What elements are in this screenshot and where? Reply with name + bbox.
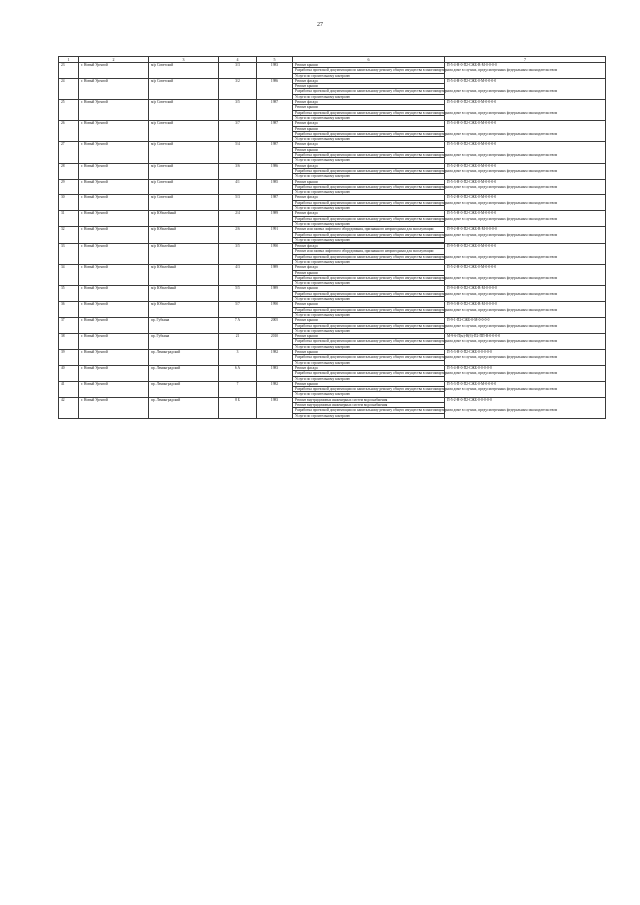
code-cell: П-5-3-Н-0-П2-СЖБ-0-0-0-0-0 [445, 350, 606, 366]
house-cell: 3/5 [219, 100, 257, 121]
work-item: Услуги по строительному контролю [293, 376, 445, 381]
work-item: Ремонт фасада [293, 100, 445, 105]
year-cell: 1989 [257, 286, 293, 302]
house-cell: 3/5 [219, 244, 257, 265]
row-number: 33 [59, 244, 79, 265]
row-number: 36 [59, 302, 79, 318]
street-cell: пр. Ленинградский [149, 350, 219, 366]
year-cell: 1987 [257, 195, 293, 211]
city-cell: г. Новый Уренгой [79, 163, 149, 179]
row-number: 28 [59, 163, 79, 179]
code-cell: П-5-5-Н-0-П2-СЖБ-0-М-0-0-0-0 [445, 211, 606, 227]
house-cell: 7 А [219, 318, 257, 334]
code-cell: П-5-3-Н-0-П2-СЖБ-0-М-0-0-0-0 [445, 142, 606, 163]
col-header-2: 2 [79, 57, 149, 63]
row-number: 27 [59, 142, 79, 163]
house-cell: 4/1 [219, 179, 257, 195]
work-item: Ремонт фасада [293, 265, 445, 270]
work-item: Ремонт фасада [293, 244, 445, 249]
street-cell: пр. Ленинградский [149, 365, 219, 381]
work-item: Ремонт фасада [293, 163, 445, 168]
street-cell: м/р Советский [149, 78, 219, 99]
house-cell: 3/3 [219, 63, 257, 79]
year-cell: 1985 [257, 179, 293, 195]
city-cell: г. Новый Уренгой [79, 100, 149, 121]
work-item: Услуги по строительному контролю [293, 259, 445, 264]
code-cell: П-9-4-Н-0-П2-СЖБ-В-М-0-0-0-0 [445, 286, 606, 302]
row-number: 26 [59, 121, 79, 142]
work-item: Ремонт внутридомовых инженерных систем водоснабжения [293, 397, 445, 402]
street-cell: м/р Советский [149, 121, 219, 142]
code-cell: М-9-6-П(м)-Н(б)-П2-ПП-В-0-0-0-0 [445, 334, 606, 350]
work-item: Разработка проектной документации по капитальному ремонту общего имущества в многоквартирном доме в случаях, предусмотренных федеральным законодательством [293, 387, 445, 392]
work-item: Разработка проектной документации по капитальному ремонту общего имущества в многоквартирном доме в случаях, предусмотренных федеральным законодательством [293, 131, 445, 136]
house-cell: 6 А [219, 365, 257, 381]
work-item: Ремонт крыши [293, 318, 445, 323]
year-cell: 1983 [257, 397, 293, 418]
code-cell: П-5-3-П-0-П2-СЖБ-0-М-0-0-0-0 [445, 381, 606, 397]
work-item: Разработка проектной документации по капитальному ремонту общего имущества в многоквартирном доме в случаях, предусмотренных федеральным законодательством [293, 89, 445, 94]
city-cell: г. Новый Уренгой [79, 195, 149, 211]
work-item: Услуги по строительному контролю [293, 137, 445, 142]
col-header-1: 1 [59, 57, 79, 63]
year-cell: 1986 [257, 163, 293, 179]
street-cell: м/р Советский [149, 63, 219, 79]
code-cell: П-5-4-Н-0-П2-СЖБ-0-0-0-0-0 [445, 365, 606, 381]
work-item: Ремонт крыши [293, 147, 445, 152]
row-number: 38 [59, 334, 79, 350]
city-cell: г. Новый Уренгой [79, 227, 149, 244]
year-cell: 1983 [257, 63, 293, 79]
work-item: Ремонт фасада [293, 195, 445, 200]
work-item: Ремонт крыши [293, 105, 445, 110]
house-cell: 5/3 [219, 195, 257, 211]
work-item: Ремонт крыши [293, 302, 445, 307]
year-cell: 2010 [257, 334, 293, 350]
work-item: Услуги по строительному контролю [293, 115, 445, 120]
house-cell: 2/6 [219, 227, 257, 244]
year-cell: 1989 [257, 265, 293, 286]
col-header-6: 6 [293, 57, 445, 63]
street-cell: м/р Юбилейный [149, 286, 219, 302]
code-cell: П-5-2-Н-0-П2-СЖБ-0-0-0-0-0 [445, 397, 606, 418]
work-item: Ремонт крыши [293, 63, 445, 68]
work-item: Ремонт фасада [293, 78, 445, 83]
col-header-7: 7 [445, 57, 606, 63]
house-cell: 5/5 [219, 286, 257, 302]
house-cell: 4/3 [219, 265, 257, 286]
work-item: Разработка проектной документации по капитальному ремонту общего имущества в многоквартирном доме в случаях, предусмотренных федеральным законодательством [293, 153, 445, 158]
work-item: Услуги по строительному контролю [293, 206, 445, 211]
year-cell: 1990 [257, 302, 293, 318]
work-item: Услуги по строительному контролю [293, 281, 445, 286]
house-cell: 3/6 [219, 163, 257, 179]
work-item: Ремонт фасада [293, 121, 445, 126]
street-cell: м/р Советский [149, 179, 219, 195]
street-cell: пр. Губкина [149, 318, 219, 334]
row-number: 37 [59, 318, 79, 334]
city-cell: г. Новый Уренгой [79, 63, 149, 79]
city-cell: г. Новый Уренгой [79, 397, 149, 418]
city-cell: г. Новый Уренгой [79, 265, 149, 286]
city-cell: г. Новый Уренгой [79, 179, 149, 195]
year-cell: 1983 [257, 365, 293, 381]
city-cell: г. Новый Уренгой [79, 334, 149, 350]
work-item: Ремонт крыши [293, 126, 445, 131]
work-item: Услуги по строительному контролю [293, 392, 445, 397]
street-cell: м/р Юбилейный [149, 244, 219, 265]
work-item: Разработка проектной документации по капитальному ремонту общего имущества в многоквартирном доме в случаях, предусмотренных федеральным законодательством [293, 339, 445, 344]
city-cell: г. Новый Уренгой [79, 121, 149, 142]
row-number: 39 [59, 350, 79, 366]
work-item: Услуги по строительному контролю [293, 221, 445, 226]
work-item: Услуги по строительному контролю [293, 344, 445, 349]
city-cell: г. Новый Уренгой [79, 365, 149, 381]
row-number: 41 [59, 381, 79, 397]
work-item: Ремонт или замена лифтового оборудования, признанного непригодным для эксплуатации [293, 227, 445, 232]
row-number: 24 [59, 78, 79, 99]
year-cell: 1989 [257, 211, 293, 227]
work-item: Ремонт крыши [293, 350, 445, 355]
year-cell: 1986 [257, 78, 293, 99]
work-item: Услуги по строительному контролю [293, 413, 445, 418]
work-item: Разработка проектной документации по капитальному ремонту общего имущества в многоквартирном доме в случаях, предусмотренных федеральным законодательством [293, 291, 445, 296]
street-cell: м/р Юбилейный [149, 265, 219, 286]
code-cell: П-5-3-Н-0-П2-СЖБ-0-М-0-0-0-0 [445, 179, 606, 195]
row-number: 30 [59, 195, 79, 211]
row-number: 31 [59, 211, 79, 227]
row-number: 32 [59, 227, 79, 244]
street-cell: пр. Губкина [149, 334, 219, 350]
row-number: 42 [59, 397, 79, 418]
street-cell: м/р Советский [149, 100, 219, 121]
house-cell: 7 [219, 381, 257, 397]
work-item: Услуги по строительному контролю [293, 94, 445, 99]
row-number: 23 [59, 63, 79, 79]
row-number: 29 [59, 179, 79, 195]
work-item: Услуги по строительному контролю [293, 360, 445, 365]
work-item: Разработка проектной документации по капитальному ремонту общего имущества в многоквартирном доме в случаях, предусмотренных федеральным законодательством [293, 68, 445, 73]
city-cell: г. Новый Уренгой [79, 302, 149, 318]
code-cell: П-9-3-Н-0-П2-СЖБ-В-М-0-0-0-0 [445, 302, 606, 318]
work-item: Услуги по строительному контролю [293, 158, 445, 163]
street-cell: м/р Советский [149, 142, 219, 163]
row-number: 40 [59, 365, 79, 381]
house-cell: 21 [219, 334, 257, 350]
code-cell: П-5-4-Н-0-П2-СЖБ-0-М-0-0-0-0 [445, 78, 606, 99]
year-cell: 2005 [257, 318, 293, 334]
work-item: Ремонт крыши [293, 286, 445, 291]
work-item: Ремонт или замена лифтового оборудования, признанного непригодным для эксплуатации [293, 249, 445, 254]
city-cell: г. Новый Уренгой [79, 78, 149, 99]
city-cell: г. Новый Уренгой [79, 381, 149, 397]
house-cell: 3 [219, 350, 257, 366]
street-cell: пр. Ленинградский [149, 397, 219, 418]
col-header-5: 5 [257, 57, 293, 63]
col-header-3: 3 [149, 57, 219, 63]
work-item: Разработка проектной документации по капитальному ремонту общего имущества в многоквартирном доме в случаях, предусмотренных федеральным законодательством [293, 110, 445, 115]
street-cell: м/р Советский [149, 163, 219, 179]
year-cell: 1987 [257, 121, 293, 142]
city-cell: г. Новый Уренгой [79, 318, 149, 334]
house-cell: 8 Б [219, 397, 257, 418]
work-item: Услуги по строительному контролю [293, 190, 445, 195]
work-item: Ремонт внутридомовых инженерных систем водоснабжения [293, 403, 445, 408]
work-item: Разработка проектной документации по капитальному ремонту общего имущества в многоквартирном доме в случаях, предусмотренных федеральным законодательством [293, 307, 445, 312]
code-cell: П-9-2-Н-0-П2-СЖБ-В-М-0-0-0-0 [445, 227, 606, 244]
work-item: Разработка проектной документации по капитальному ремонту общего имущества в многоквартирном доме в случаях, предусмотренных федеральным законодательством [293, 216, 445, 221]
work-item: Разработка проектной документации по капитальному ремонту общего имущества в многоквартирном доме в случаях, предусмотренных федеральным законодательством [293, 254, 445, 259]
work-item: Услуги по строительному контролю [293, 328, 445, 333]
col-header-4: 4 [219, 57, 257, 63]
work-item: Ремонт фасада [293, 142, 445, 147]
register-table [58, 56, 606, 419]
house-cell: 3/2 [219, 78, 257, 99]
work-item: Разработка проектной документации по капитальному ремонту общего имущества в многоквартирном доме в случаях, предусмотренных федеральным законодательством [293, 355, 445, 360]
work-item: Разработка проектной документации по капитальному ремонту общего имущества в многоквартирном доме в случаях, предусмотренных федеральным законодательством [293, 184, 445, 189]
row-number: 34 [59, 265, 79, 286]
year-cell: 1987 [257, 100, 293, 121]
work-item: Разработка проектной документации по капитальному ремонту общего имущества в многоквартирном доме в случаях, предусмотренных федеральным законодательством [293, 371, 445, 376]
work-item: Услуги по строительному контролю [293, 237, 445, 242]
code-cell: П-9-5-Н-0-П2-СЖБ-0-М-0-0-0-0 [445, 244, 606, 265]
row-number: 35 [59, 286, 79, 302]
work-item: Ремонт крыши [293, 270, 445, 275]
code-cell: П-5-2-Н-0-П2-СЖБ-0-М-0-0-0-0 [445, 265, 606, 286]
house-cell: 5/7 [219, 302, 257, 318]
code-cell: П-5-4-Н-0-П2-СЖБ-0-М-0-0-0-0 [445, 121, 606, 142]
code-cell: П-5-4-Н-0-П2-СЖБ-В-М-0-0-0-0 [445, 63, 606, 79]
street-cell: м/р Юбилейный [149, 302, 219, 318]
city-cell: г. Новый Уренгой [79, 286, 149, 302]
street-cell: м/р Юбилейный [149, 227, 219, 244]
city-cell: г. Новый Уренгой [79, 211, 149, 227]
work-item: Услуги по строительному контролю [293, 297, 445, 302]
work-item: Ремонт фасада [293, 211, 445, 216]
city-cell: г. Новый Уренгой [79, 142, 149, 163]
row-number: 25 [59, 100, 79, 121]
work-item: Разработка проектной документации по капитальному ремонту общего имущества в многоквартирном доме в случаях, предусмотренных федеральным законодательством [293, 200, 445, 205]
code-cell: П-9-1-П2-СЖБ-0-М-0-0-0-0 [445, 318, 606, 334]
work-item: Разработка проектной документации по капитальному ремонту общего имущества в многоквартирном доме в случаях, предусмотренных федеральным законодательством [293, 323, 445, 328]
work-item: Разработка проектной документации по капитальному ремонту общего имущества в многоквартирном доме в случаях, предусмотренных федеральным законодательством [293, 275, 445, 280]
code-cell: П-5-2-Н-0-П2-СЖБ-0-М-0-0-0-0 [445, 163, 606, 179]
table-row [59, 397, 606, 402]
year-cell: 1987 [257, 142, 293, 163]
work-item: Ремонт крыши [293, 334, 445, 339]
work-item: Ремонт фасада [293, 365, 445, 370]
work-item: Разработка проектной документации по капитальному ремонту общего имущества в многоквартирном доме в случаях, предусмотренных федеральным законодательством [293, 232, 445, 237]
work-item: Ремонт крыши [293, 381, 445, 386]
page-number: 27 [317, 22, 323, 28]
city-cell: г. Новый Уренгой [79, 244, 149, 265]
street-cell: м/р Юбилейный [149, 211, 219, 227]
year-cell: 1991 [257, 227, 293, 244]
house-cell: 2/4 [219, 211, 257, 227]
code-cell: П-5-2-Н-0-П2-СЖБ-0-М-0-0-0-0 [445, 195, 606, 211]
house-cell: 3/7 [219, 121, 257, 142]
code-cell: П-5-4-Н-0-П2-СЖБ-0-М-0-0-0-0 [445, 100, 606, 121]
street-cell: пр. Ленинградский [149, 381, 219, 397]
city-cell: г. Новый Уренгой [79, 350, 149, 366]
work-item: Услуги по строительному контролю [293, 312, 445, 317]
year-cell: 1990 [257, 244, 293, 265]
year-cell: 1982 [257, 350, 293, 366]
year-cell: 1982 [257, 381, 293, 397]
work-item: Ремонт крыши [293, 84, 445, 89]
work-item: Услуги по строительному контролю [293, 174, 445, 179]
work-item: Ремонт крыши [293, 179, 445, 184]
house-cell: 5/4 [219, 142, 257, 163]
work-item: Услуги по строительному контролю [293, 73, 445, 78]
work-item: Разработка проектной документации по капитальному ремонту общего имущества в многоквартирном доме в случаях, предусмотренных федеральным законодательством [293, 408, 445, 413]
work-item: Разработка проектной документации по капитальному ремонту общего имущества в многоквартирном доме в случаях, предусмотренных федеральным законодательством [293, 168, 445, 173]
street-cell: м/р Советский [149, 195, 219, 211]
table-row [59, 227, 606, 232]
